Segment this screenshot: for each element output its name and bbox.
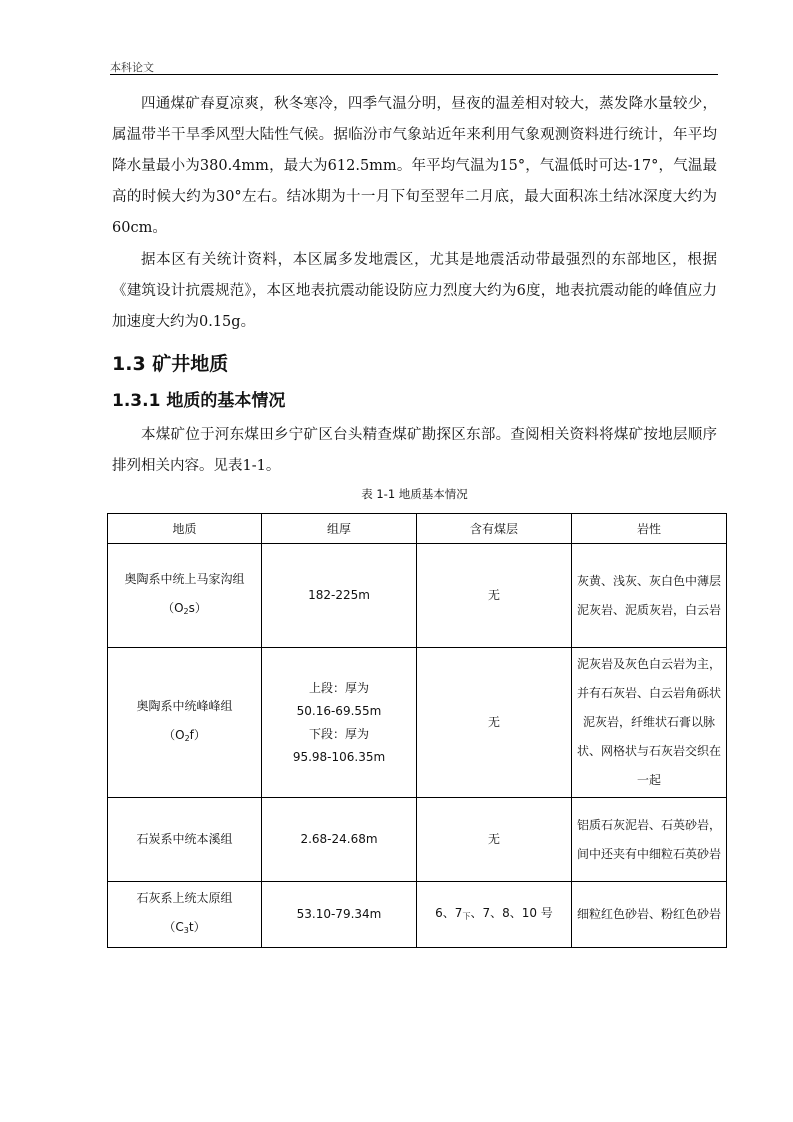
document-body <box>112 89 717 508</box>
column-header-lithology: 岩性 <box>572 514 727 544</box>
cell-thickness: 182-225m <box>262 544 417 648</box>
page-header <box>110 56 718 76</box>
geology-name: 奥陶系中统峰峰组 <box>136 699 233 713</box>
thickness-lower-value: 95.98-106.35m <box>292 749 386 764</box>
subsection-title: 1.3.1 地质的基本情况 <box>112 391 286 411</box>
paragraph-climate: 四通煤矿春夏凉爽，秋冬寒冷，四季气温分明，昼夜的温差相对较大，蒸发降水量较少，属温带半干旱季风型大陆性气候。据临汾市气象站近年来利用气象观测资料进行统计，年平均降水量最小为380.4mm，最大为612.5mm。年平均气温为15°，气温低时可达-17°，气温最高的时候大约为30°左右。结冰期为十一月下旬至翌年二月底，最大面积冻土结冰深度大约为60cm。 <box>112 96 717 236</box>
thickness-upper-label: 上段：厚为 <box>308 680 369 695</box>
cell-thickness: 2.68-24.68m <box>262 798 417 882</box>
geology-name: 石灰系上统太原组 <box>136 891 233 905</box>
cell-geology <box>108 648 262 798</box>
geology-code: $(O_2f)$ <box>163 728 206 743</box>
cell-lithology: 灰黄、浅灰、灰白色中薄层泥灰岩、泥质灰岩，白云岩 <box>572 544 727 648</box>
cell-coal-seam: 无 <box>417 544 572 648</box>
paragraph-seismic: 据本区有关统计资料，本区属多发地震区，尤其是地震活动带最强烈的东部地区，根据《建筑设计抗震规范》，本区地表抗震动能设防应力烈度大约为6度，地表抗震动能的峰值应力加速度大约为0.15g。 <box>112 252 717 330</box>
thickness-upper-value: 50.16-69.55m <box>296 703 382 718</box>
table-row <box>108 798 727 882</box>
table-row <box>108 882 727 948</box>
geology-code: $(O_2s)$ <box>162 601 207 616</box>
cell-coal-seam: 无 <box>417 648 572 798</box>
cell-geology: 石炭系中统本溪组 <box>108 798 262 882</box>
section-title: 1.3 矿井地质 <box>112 353 229 375</box>
cell-thickness: 53.10-79.34m <box>262 882 417 948</box>
cell-lithology: 细粒红色砂岩、粉红色砂岩 <box>572 882 727 948</box>
column-header-coal-seam: 含有煤层 <box>417 514 572 544</box>
cell-thickness <box>262 648 417 798</box>
geology-name: 奥陶系中统上马家沟组 <box>124 572 245 586</box>
table-row <box>108 648 727 798</box>
header-rule <box>110 74 718 75</box>
paragraph-intro: 本煤矿位于河东煤田乡宁矿区台头精查煤矿勘探区东部。查阅相关资料将煤矿按地层顺序排列相关内容。见表1-1。 <box>112 427 717 474</box>
cell-lithology: 泥灰岩及灰色白云岩为主，并有石灰岩、白云岩角砾状泥灰岩，纤维状石膏以脉状、网格状与石灰岩交织在一起 <box>572 648 727 798</box>
cell-geology <box>108 544 262 648</box>
cell-coal-seam: 无 <box>417 798 572 882</box>
column-header-geology: 地质 <box>108 514 262 544</box>
geology-code: $(C_3t)$ <box>163 920 206 935</box>
table-caption: 表 1-1 地质基本情况 <box>361 487 468 501</box>
thickness-lower-label: 下段：厚为 <box>308 726 369 741</box>
table-header-row <box>108 514 727 544</box>
column-header-thickness: 组厚 <box>262 514 417 544</box>
cell-geology <box>108 882 262 948</box>
geology-table <box>107 513 727 948</box>
table-row <box>108 544 727 648</box>
header-label: 本科论文 <box>110 61 154 74</box>
cell-lithology: 铝质石灰泥岩、石英砂岩，间中还夹有中细粒石英砂岩 <box>572 798 727 882</box>
cell-coal-seam: 6、$7_下$、7、8、10 号 <box>417 882 572 948</box>
